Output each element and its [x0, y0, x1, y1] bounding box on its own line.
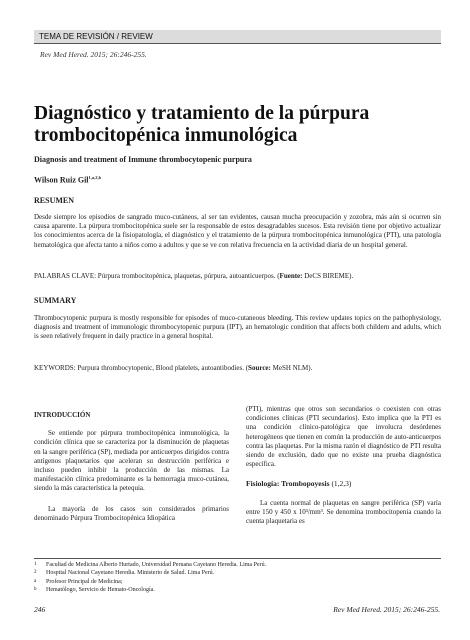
- keywords-english-source-label: Source:: [248, 364, 271, 372]
- footnote-mark: b: [34, 587, 37, 593]
- footnotes: [34, 561, 441, 595]
- article-title-line-2: trombocitopénica inmunológica: [34, 125, 298, 146]
- keywords-spanish-source: DeCS BIREME).: [302, 272, 354, 280]
- fisiologia-heading: Fisiología: Trombopoyesis: [246, 479, 330, 489]
- summary-heading: SUMMARY: [34, 296, 77, 305]
- author-affiliation-marks: 1,a,2,b: [88, 175, 102, 180]
- footnote-mark: a: [34, 578, 37, 584]
- footnote-item: [34, 578, 441, 586]
- article-title-english: Diagnosis and treatment of Immune thrombocytopenic purpura: [34, 155, 252, 164]
- resumen-heading: RESUMEN: [34, 196, 75, 205]
- right-column: [246, 405, 441, 526]
- section-banner: [34, 30, 441, 44]
- footnote-text: Hospital Nacional Cayetano Heredia. Ministerio de Salud. Lima Perú.: [46, 570, 215, 577]
- fisiologia-references: (1,2,3): [329, 479, 352, 489]
- fisiologia-heading-line: [246, 479, 441, 488]
- keywords-spanish-text: PALABRAS CLAVE: Púrpura trombocitopénica, plaquetas, púrpura, autoanticuerpos. (: [34, 272, 280, 280]
- introduccion-paragraph-2: La mayoría de los casos son considerados primarios denominado Púrpura Trombocitopénica Idiopática: [34, 504, 229, 522]
- keywords-english-source: MeSH NLM).: [270, 364, 313, 372]
- keywords-spanish: [34, 272, 441, 281]
- journal-reference: Rev Med Hered. 2015; 26:246-255.: [40, 50, 147, 59]
- author-line: [34, 175, 101, 185]
- keywords-english-text: KEYWORDS: Purpura thrombocytopenic, Blood platelets, autoantibodies. (: [34, 364, 249, 372]
- article-title: [34, 103, 444, 147]
- left-column: [34, 411, 229, 523]
- footnote-text: Profesor Principal de Medicina;: [46, 578, 123, 585]
- footnote-mark: 2: [34, 570, 37, 576]
- footnote-item: [34, 569, 441, 577]
- summary-text: Thrombocytopenic purpura is mostly responsible for episodes of muco-cutaneous bleeding. This review updates topics on the pathophysiology, diagnosis and treatment of immunologic thrombocytopenic purpura (IPT), an hematologic condition that affects both childern and adults, which is seen relatively frequent in daily practice in a general hospital.: [34, 314, 441, 341]
- introduccion-paragraph-1: Se entiende por púrpura trombocitopénica inmunológica, la condición clínica que se caracteriza por la disminución de plaquetas en la sangre periférica (SP), mediada por anticuerpos dirigidos contra antígenos plaquetarios que aceleran su destrucción periférica e incluso pueden inhibir la producción de las mismas. La manifestación clínica predominante es la hemorragia muco-cutánea, siendo la más característica la petequia.: [34, 429, 229, 493]
- keywords-english: [34, 364, 441, 373]
- footnote-divider: [34, 558, 441, 559]
- footnote-text: Facultad de Medicina Alberto Hurtado, Universidad Peruana Cayetano Heredia. Lima Perú.: [46, 562, 267, 568]
- right-paragraph-2: La cuenta normal de plaquetas en sangre periférica (SP) varía entre 150 y 450 x 10³/mm³. Se denomina trombocitopenia cuando la cuenta plaquetaria es: [246, 498, 441, 526]
- page-number: 246: [34, 605, 46, 614]
- footnote-text: Hematólogo, Servicio de Hemato-Oncología.: [46, 587, 155, 594]
- introduccion-heading: INTRODUCCIÓN: [34, 411, 91, 419]
- footnote-mark: 1: [34, 562, 37, 567]
- article-title-line-1: Diagnóstico y tratamiento de la púrpura: [34, 103, 370, 124]
- section-label: TEMA DE REVISIÓN / REVIEW: [39, 32, 153, 41]
- footer-journal-reference: Rev Med Hered. 2015; 26:246-255.: [333, 605, 440, 614]
- author-name: Wilson Ruiz Gil: [34, 175, 89, 185]
- footnote-item: [34, 586, 441, 594]
- footnote-item: [34, 561, 441, 569]
- resumen-text: Desde siempre los episodios de sangrado muco-cutáneos, al ser tan evidentes, causan mucha preocupación y zozobra, más aún si ocurren sin causa aparente. La púrpura trombocitopénica suele ser la responsable de estos desagradables sucesos. Esta revisión tiene por objetivo actualizar los conocimientos acerca de la fisiopatología, el diagnóstico y el tratamiento de la púrpura trombocitopénica inmunológica (PTI), una patología hematológica que afecta tanto a niños como a adultos y que se ve con relativa frecuencia en la actividad diaria de un hospital general.: [34, 213, 441, 249]
- keywords-spanish-source-label: Fuente:: [279, 272, 303, 280]
- right-paragraph-1: (PTI), mientras que otros son secundarios o coexisten con otras condiciones clínicas (PTI secundarios). Esto implica que la PTI es una condición clínico-patológica que involucra desórdenes heterogéneos que tienen en común la producción de auto-anticuerpos contra las plaquetas. Por la misma razón el diagnóstico de PTI resulta siendo de exclusión, dado que no existe una prueba diagnóstica específica.: [246, 405, 441, 469]
